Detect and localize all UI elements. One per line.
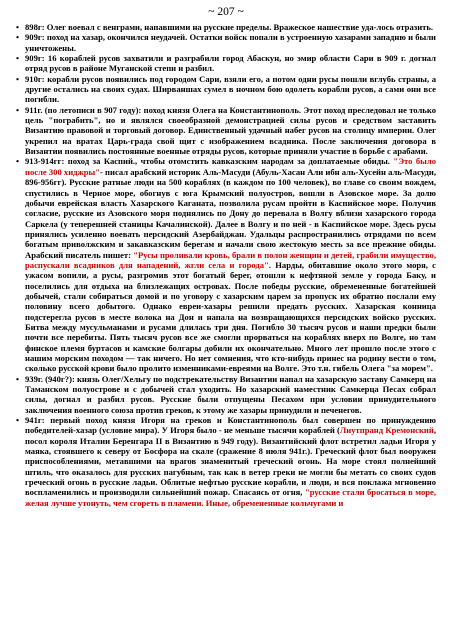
entry-text: - писал арабский историк Аль-Масуди (Абуль-Хасан Али ибн аль-Хусейн аль-Масуди, 896-956гг). Русские ратные люди на 500 кораблях (в каждом по 100 человек), во главе со своим вождем, спустились в Черное море, обогнув с юга Крымский полуостров, вошли в Азовское море. За долю добычи еврейская власть Хазарского Каганата, позволила русам пройти в Каспийское море. Получив согласие, русские из Азовского моря поднялись по Дону до перевала в Волгу вблизи хазарского города Саркела (у теперешней станицы Качалинской). Далее в Волгу и по ней - в Каспийское море. Здесь русы принялись усиленно воевать персидский Азербайджан. Удальцы распространились отрядами по всем богатым приволжским и закавказским берегам и начали свою жестокую месть за все прежние обиды. Арабский писатель пишет: (25, 166, 436, 260)
quote-highlight: "Русы проливали кровь, брали в полон женщин и детей, грабили имущество, распускали всадников для нападений, жгли села и города" (25, 249, 436, 270)
quote-highlight: "русские стали бросаться в море, желая лучше утонуть, чем сгореть в пламени. Иные, обремененные кольчугами и (25, 487, 436, 508)
entry-text: . Нарды, обитавшие около этого моря, с ужасом вопили, а русы, разгромив этот богатый берег, отошли к нефтяной земле у города Баку, и поселились для отдыха на близлежащих островах. После победы русские, обремененные богатейшей добычей, стали собираться домой и по уговору с хазарским царем за пропуск их обратно послали ему половину всего добытого. Однако евреи-хазары решили предать русских. Хазарская конница подстерегла русов в месте волока на Дон и напала на возвращающихся персидских войско русских. Битва между мусульманами и русами длилась три дня. Погибло 30 тысяч русов и наши предки были почти все перебиты. Пять тысяч русов все же смогли прорваться на кораблях вверх по Волге, но там финское племя буртасов и камские болгары добили их окончательно. Много лет прошло после этого с нашим морским походом — так ничего. Но нет сомнения, что кто-нибудь принес на родину вести о том, сколько русской крови было пролито изменниками-евреями на Волге. Это т.н. гибель Олега "за морем". (25, 259, 436, 374)
entry-text: 898г: Олег воевал с венграми, напавшими на русские пределы. Вражеское нашествие уда-лось отразить. (25, 22, 434, 32)
quote-highlight: Лиутпранд Кремонский (339, 425, 434, 436)
chronicle-entries (16, 22, 436, 508)
entry-text: 911г. (по летописи в 907 году): поход князя Олега на Константинополь. Этот поход преследовал не только цель "пограбить", но и являлся своеобразной демонстрацией силы русов и средством заставить Византию правовой и торговый договор. Единственный удачный набег русов на столицу империи. Олег укрепил на вратах Царь-града свой щит с изображением всадника. После заключения договора в Византии появились постоянные военные отряды русов, которые приняли участие в борьбе с арабами. (25, 104, 436, 157)
entry-text: 913-914гг: поход за Каспий., чтобы отомстить кавказским народам за доплатаемые обиды. (25, 156, 394, 167)
entry-text: , посол короля Италии Беренгара II в Византию в 949 году). Византийский флот встретил ладьи Игоря у маяка, стоявшего к северу от Босфора на скале (сражение 8 июля 941г.). Греческий флот был вооружен приспособлениями, метавшими на врагов знаменитый греческий огонь. На море стоял полнейший штиль, что оказалось для русских пагубным, так как в ветер греки не могли бы метать со своих судов греческий огонь в русские ладьи. Облитые нефтью русские корабли, и люди, и вся поклажа мгновенно воспламенились и производили сильнейший пожар. Спасаясь от огня, (25, 425, 436, 498)
entry-text: 941г: первый поход князя Игоря на греков и Константинополь был совершен по принуждению победителей-хазар (условие мира). У Игоря было - не меньше тысячи кораблей ( (25, 415, 436, 436)
quote-highlight: "Это было после 300 хиджры" (25, 156, 437, 177)
entry-text: 909г: поход на хазар, окончился неудачей. Остатки войск попали в устроенную хазарами западню и были уничтожены. (25, 32, 436, 53)
chronicle-entry (16, 374, 436, 415)
chronicle-entry (16, 53, 436, 74)
entry-text: 909г: 16 кораблей русов захватили и разграбили город Абаскун, но эмир области Сари в 909 г. догнал отряд русов в районе Муганской степи и разбил. (25, 53, 436, 74)
entry-text: 910г: корабли русов появились под городом Сари, взяли его, а потом одни русы пошли вглубь страны, а другие остались на своих судах. Ширваншах сумел в ночном бою одолеть корабли русов, а сами они все погибли. (25, 73, 436, 105)
chronicle-entry (16, 415, 436, 508)
entry-text: 939г. (940г?): князь Олег/Хельгу по подстрекательству Византии напал на хазарскую заставу Самкерц на Таманском полуострове и с добычей стал уходить. Но хазарский наместник Самкерца Песах собрал силы, догнал и разбил русов. Русские были отпущены Песахом при условии принудительного заключения военного союза против греков, к этому же хазары принудили и печенегов. (25, 373, 436, 415)
chronicle-entry (16, 74, 436, 105)
chronicle-entry (16, 32, 436, 53)
page-number: ~ 207 ~ (208, 6, 244, 18)
chronicle-entry (16, 105, 436, 157)
chronicle-entry (16, 22, 436, 32)
chronicle-entry (16, 156, 436, 373)
